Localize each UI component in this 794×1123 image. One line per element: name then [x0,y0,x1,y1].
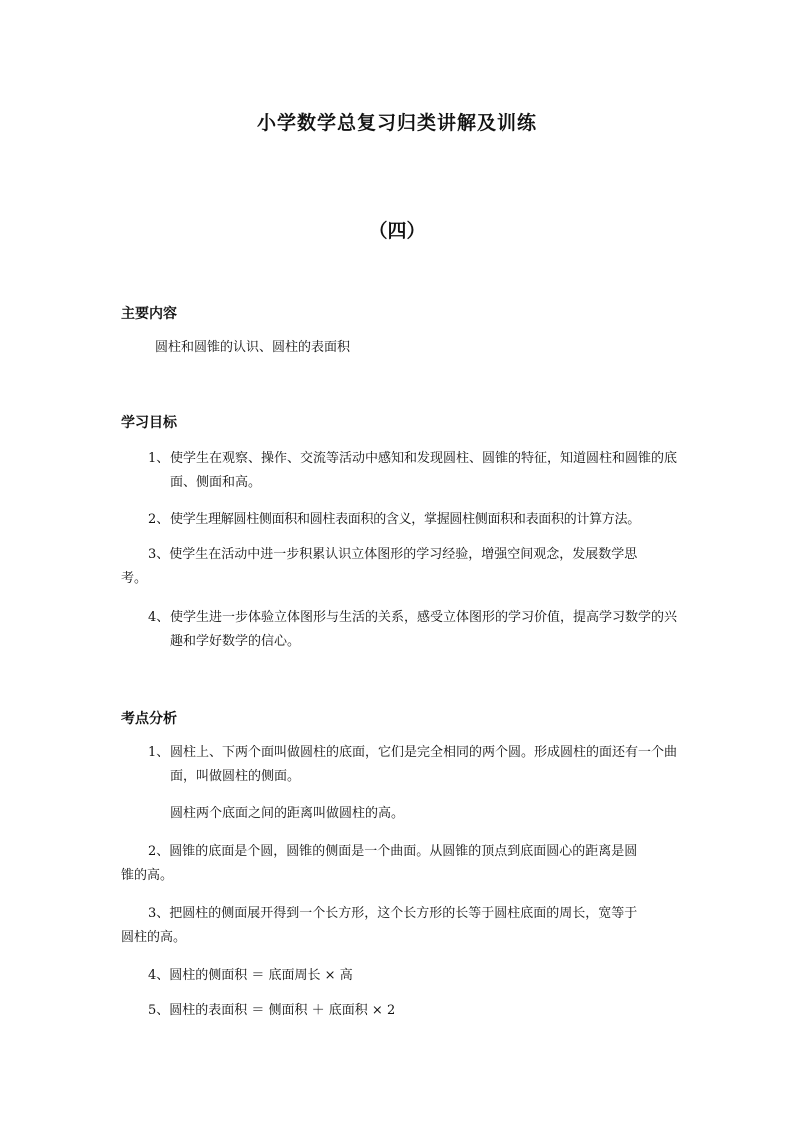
objectives-heading: 学习目标 [121,415,177,431]
analysis-text: 圆柱上、下两个面叫做圆柱的底面，它们是完全相同的两个圆。形成圆柱的面还有一个曲面，叫做圆柱的侧面。 [170,745,678,784]
analysis-item-1-extra: 圆柱两个底面之间的距离叫做圆柱的高。 [170,806,405,821]
analysis-item-3-line1: 3、把圆柱的侧面展开得到一个长方形，这个长方形的长等于圆柱底面的周长，宽等于 [148,906,638,921]
objective-text: 使学生理解圆柱侧面积和圆柱表面积的含义，掌握圆柱侧面积和表面积的计算方法。 [170,512,640,527]
objective-number: 4、 [148,610,170,625]
analysis-heading: 考点分析 [121,711,177,727]
analysis-item-3-line2: 圆柱的高。 [121,930,187,945]
objective-text: 使学生进一步体验立体图形与生活的关系，感受立体图形的学习价值，提高学习数学的兴趣和学好数学的信心。 [170,610,678,649]
analysis-item-2-line2: 锥的高。 [121,868,174,883]
objective-item-3-line1: 3、使学生在活动中进一步积累认识立体图形的学习经验，增强空间观念，发展数学思 [148,547,638,562]
analysis-item-5: 5、圆柱的表面积 ＝ 侧面积 ＋ 底面积 × 2 [148,1003,396,1018]
page-title: 小学数学总复习归类讲解及训练 [256,112,537,134]
main-content-heading: 主要内容 [121,306,177,322]
page-subtitle: （四） [368,220,426,242]
main-content-text: 圆柱和圆锥的认识、圆柱的表面积 [155,340,351,355]
objective-number: 1、 [148,451,170,466]
analysis-item-4: 4、圆柱的侧面积 ＝ 底面周长 × 高 [148,968,353,983]
analysis-number: 1、 [148,745,170,760]
objective-text: 使学生在观察、操作、交流等活动中感知和发现圆柱、圆锥的特征，知道圆柱和圆锥的底面、侧面和高。 [170,451,678,490]
objective-number: 2、 [148,512,170,527]
objective-item-3-line2: 考。 [121,571,148,586]
analysis-item-2-line1: 2、圆锥的底面是个圆，圆锥的侧面是一个曲面。从圆锥的顶点到底面圆心的距离是圆 [148,844,638,859]
